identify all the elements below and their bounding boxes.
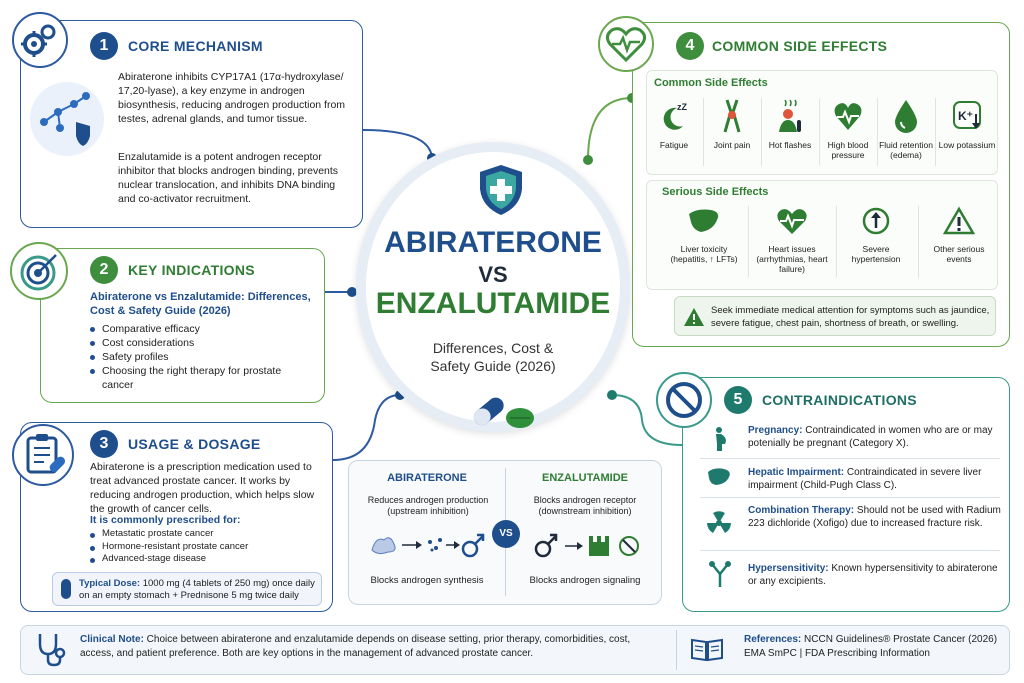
warning-box <box>674 296 996 336</box>
center-subtitle-2: Safety Guide (2026) <box>430 358 556 374</box>
male-receptor-block-icon <box>533 528 643 565</box>
contraindications-title: CONTRAINDICATIONS <box>762 392 917 408</box>
molecule-shield-icon <box>30 82 104 156</box>
center-title-abiraterone: ABIRATERONE <box>384 226 602 259</box>
prescribed-list <box>90 528 325 566</box>
compare-vs-badge: VS <box>492 520 520 548</box>
joint-icon <box>717 98 747 134</box>
warning-triangle-icon <box>683 307 705 332</box>
prescribed-heading: It is commonly prescribed for: <box>90 514 241 526</box>
effect-fatigue: zZ Fatigue <box>646 98 702 150</box>
contra-pregnancy: Pregnancy: Contraindicated in women who are or may potenially be pregnant (Category X). <box>748 425 993 449</box>
heart-pulse-icon <box>833 98 863 134</box>
heart-icon <box>775 206 809 236</box>
effect-joint-pain: Joint pain <box>704 98 760 150</box>
book-icon <box>690 636 724 667</box>
liver-icon <box>687 206 721 236</box>
antibody-icon <box>708 560 732 593</box>
potassium-icon <box>951 98 983 134</box>
compare-left-desc: Reduces androgen production (upstream inhibition) <box>367 495 489 516</box>
center-vs: VS <box>478 262 508 287</box>
effect-low-potassium: K⁺ Low potassium <box>936 98 998 150</box>
droplet-icon <box>891 98 921 134</box>
list-item: Cost considerations <box>90 336 315 350</box>
section-number-2: 2 <box>90 256 118 284</box>
radiation-icon <box>706 510 732 541</box>
list-item: Comparative efficacy <box>90 322 315 336</box>
effect-heart-issues: Heart issues (arrhythmias, heart failure) <box>752 206 832 274</box>
shield-cross-icon <box>478 163 524 222</box>
serious-effects-heading: Serious Side Effects <box>662 186 769 198</box>
compare-right-desc: Blocks androgen receptor (downstream inhibition) <box>533 495 637 516</box>
list-item: Safety profiles <box>90 350 315 364</box>
usage-dosage-title: USAGE & DOSAGE <box>128 436 261 452</box>
gears-icon <box>12 12 68 68</box>
contra-hepatic: Hepatic Impairment: Contraindicated in severe liver impairment (Child-Pugh Class C). <box>748 467 982 491</box>
sleep-icon <box>659 98 689 134</box>
stethoscope-icon <box>34 632 68 673</box>
contra-combination: Combination Therapy: Should not be used with Radium 223 dichloride (Xofigo) due to increased fracture risk. <box>748 505 1001 529</box>
heart-monitor-icon <box>598 16 654 72</box>
list-item: Metastatic prostate cancer <box>90 528 325 541</box>
core-enzalutamide-text: Enzalutamide is a potent androgen receptor inhibitor that blocks androgen binding, prevents nuclear translocation, and inhibits DNA binding and co-activator recruitment. <box>118 151 339 205</box>
pregnancy-icon <box>708 426 732 457</box>
arrow-up-icon <box>861 206 891 236</box>
effect-hot-flashes: Hot flashes <box>762 98 818 150</box>
compare-right-foot: Blocks androgen signaling <box>529 575 641 586</box>
center-subtitle-1: Differences, Cost & <box>432 340 554 356</box>
liver-icon <box>706 466 732 493</box>
effect-fluid-retention: Fluid retention (edema) <box>878 98 934 160</box>
core-abiraterone-text: Abiraterone inhibits CYP17A1 (17α-hydroxylase/ 17,20-lyase), a key enzyme in androgen biosynthesis, reducing androgen production from testes, adrenal glands, and tumor tissue. <box>118 71 346 125</box>
contra-hypersensitivity: Hypersensitivity: Known hypersensitivity to abiraterone or any excipients. <box>748 563 998 587</box>
gland-to-male-icon <box>368 530 488 565</box>
compare-right-title: ENZALUTAMIDE <box>542 472 628 484</box>
clipboard-icon <box>12 424 74 486</box>
key-indications-title: KEY INDICATIONS <box>128 262 255 278</box>
list-item: Advanced-stage disease <box>90 553 325 566</box>
core-mechanism-title: CORE MECHANISM <box>128 38 263 54</box>
effect-high-blood-pressure: High blood pressure <box>820 98 876 160</box>
hot-flash-icon <box>775 98 805 134</box>
capsule-icon <box>61 579 71 599</box>
target-icon <box>10 242 68 300</box>
compare-left-foot: Blocks androgen synthesis <box>370 575 484 586</box>
usage-text: Abiraterone is a prescription medication used to treat advanced prostate cancer. It works by reducing androgen production, which helps slow the growth of cancer cells. <box>90 461 315 515</box>
effect-other-serious: Other serious events <box>922 206 996 264</box>
prohibited-icon <box>656 372 712 428</box>
section-number-1: 1 <box>90 32 118 60</box>
section-number-4: 4 <box>676 32 704 60</box>
compare-left-title: ABIRATERONE <box>387 472 467 484</box>
typical-dose-box <box>52 572 322 606</box>
side-effects-title: COMMON SIDE EFFECTS <box>712 38 888 54</box>
list-item: Hormone-resistant prostate cancer <box>90 541 325 554</box>
effect-liver-toxicity: Liver toxicity (hepatitis, ↑ LFTs) <box>664 206 744 264</box>
references: References: NCCN Guidelines® Prostate Cancer (2026) EMA SmPC | FDA Prescribing Information <box>744 634 998 659</box>
footer-divider <box>676 630 677 670</box>
svg-text:K⁺: K⁺ <box>958 109 973 123</box>
section-number-5: 5 <box>724 386 752 414</box>
warning-icon <box>943 206 975 236</box>
indications-list <box>90 322 315 392</box>
center-title-enzalutamide: ENZALUTAMIDE <box>375 287 611 320</box>
pills-icon <box>466 388 538 439</box>
svg-text:zZ: zZ <box>677 102 687 112</box>
effect-severe-hypertension: Severe hypertension <box>838 206 914 264</box>
clinical-note: Clinical Note: Choice between abiraterone and enzalutamide depends on disease setting, prior therapy, comorbidities, cost, access, and patient preference. Both are key options in the management of advanced prostate cancer. <box>80 634 631 659</box>
indications-subtitle: Abiraterone vs Enzalutamide: Differences, Cost & Safety Guide (2026) <box>90 291 311 317</box>
warning-text: Seek immediate medical attention for symptoms such as jaundice, severe fatigue, chest pain, shortness of breath, or swelling. <box>711 305 990 329</box>
typical-dose-text: Typical Dose: 1000 mg (4 tablets of 250 mg) once daily on an empty stomach + Prednisone 5 mg twice daily <box>79 578 315 601</box>
common-effects-heading: Common Side Effects <box>654 77 768 89</box>
section-number-3: 3 <box>90 430 118 458</box>
list-item: Choosing the right therapy for prostate cancer <box>90 364 315 392</box>
